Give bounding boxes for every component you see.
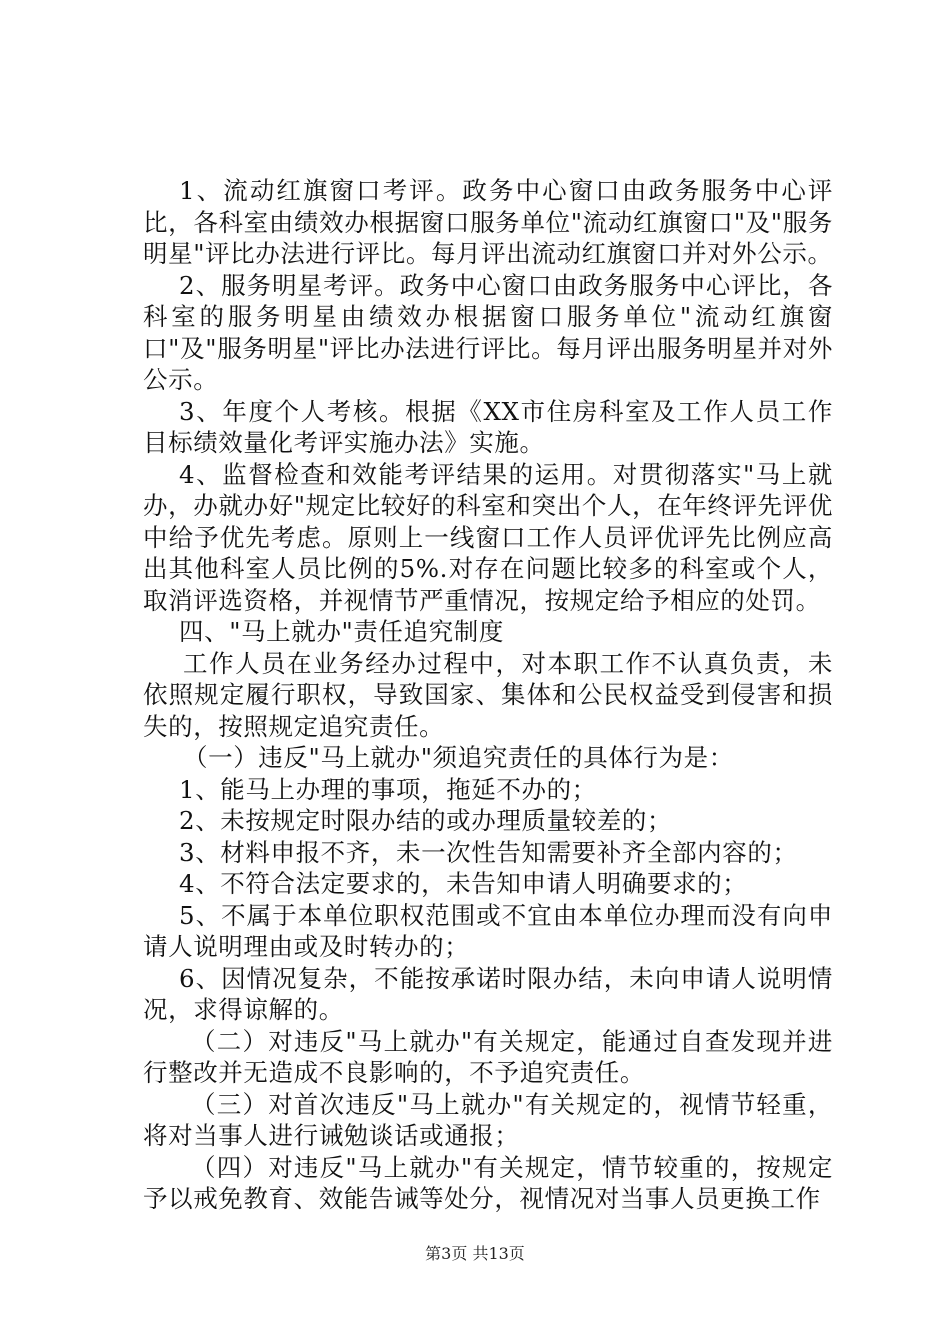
list-item-violation-4: 4、不符合法定要求的，未告知申请人明确要求的；	[179, 869, 748, 898]
paragraph-first-violation: （三）对首次违反"马上就办"有关规定的，视情节轻重，将对当事人进行诫勉谈话或通报；	[143, 1089, 833, 1150]
paragraph-accountability-intro: 工作人员在业务经办过程中，对本职工作不认真负责，未依照规定履行职权，导致国家、集体和公民权益受到侵害和损失的，按照规定追究责任。	[143, 648, 833, 741]
list-item-violation-5: 5、不属于本单位职权范围或不宜由本单位办理而没有向申请人说明理由或及时转办的；	[143, 900, 833, 961]
subheading-violations: （一）违反"马上就办"须追究责任的具体行为是：	[183, 743, 734, 772]
paragraph-annual-review: 3、年度个人考核。根据《XX市住房科室及工作人员工作目标绩效量化考评实施办法》实施。	[143, 396, 833, 457]
list-item-violation-3: 3、材料申报不齐，未一次性告知需要补齐全部内容的；	[179, 837, 798, 867]
paragraph-service-star: 2、服务明星考评。政务中心窗口由政务服务中心评比，各科室的服务明星由绩效办根据窗口服务单位"流动红旗窗口"及"服务明星"评比办法进行评比。每月评出服务明星并对外公示。	[143, 270, 833, 394]
paragraph-supervision-results: 4、监督检查和效能考评结果的运用。对贯彻落实"马上就办，办就办好"规定比较好的科室和突出个人，在年终评先评优中给予优先考虑。原则上一线窗口工作人员评优评先比例应高出其他科室人员比例的5%.对存在问题比较多的科室或个人，取消评选资格，并视情节严重情况，按规定给予相应的处罚。	[143, 459, 833, 615]
list-item-violation-2: 2、未按规定时限办结的或办理质量较差的；	[179, 806, 673, 835]
paragraph-serious-violation: （四）对违反"马上就办"有关规定，情节较重的，按规定予以戒免教育、效能告诫等处分，视情况对当事人员更换工作	[143, 1152, 833, 1213]
section-heading-accountability: 四、"马上就办"责任追究制度	[179, 617, 504, 646]
document-body	[143, 175, 833, 1215]
list-item-violation-6: 6、因情况复杂，不能按承诺时限办结，未向申请人说明情况，求得谅解的。	[143, 963, 833, 1024]
page-number-footer: 第3页 共13页	[425, 1244, 525, 1263]
list-item-violation-1: 1、能马上办理的事项，拖延不办的；	[179, 774, 597, 804]
paragraph-self-correction: （二）对违反"马上就办"有关规定，能通过自查发现并进行整改并无造成不良影响的，不予追究责任。	[143, 1026, 833, 1087]
paragraph-red-flag-window: 1、流动红旗窗口考评。政务中心窗口由政务服务中心评比，各科室由绩效办根据窗口服务单位"流动红旗窗口"及"服务明星"评比办法进行评比。每月评出流动红旗窗口并对外公示。	[143, 176, 833, 268]
